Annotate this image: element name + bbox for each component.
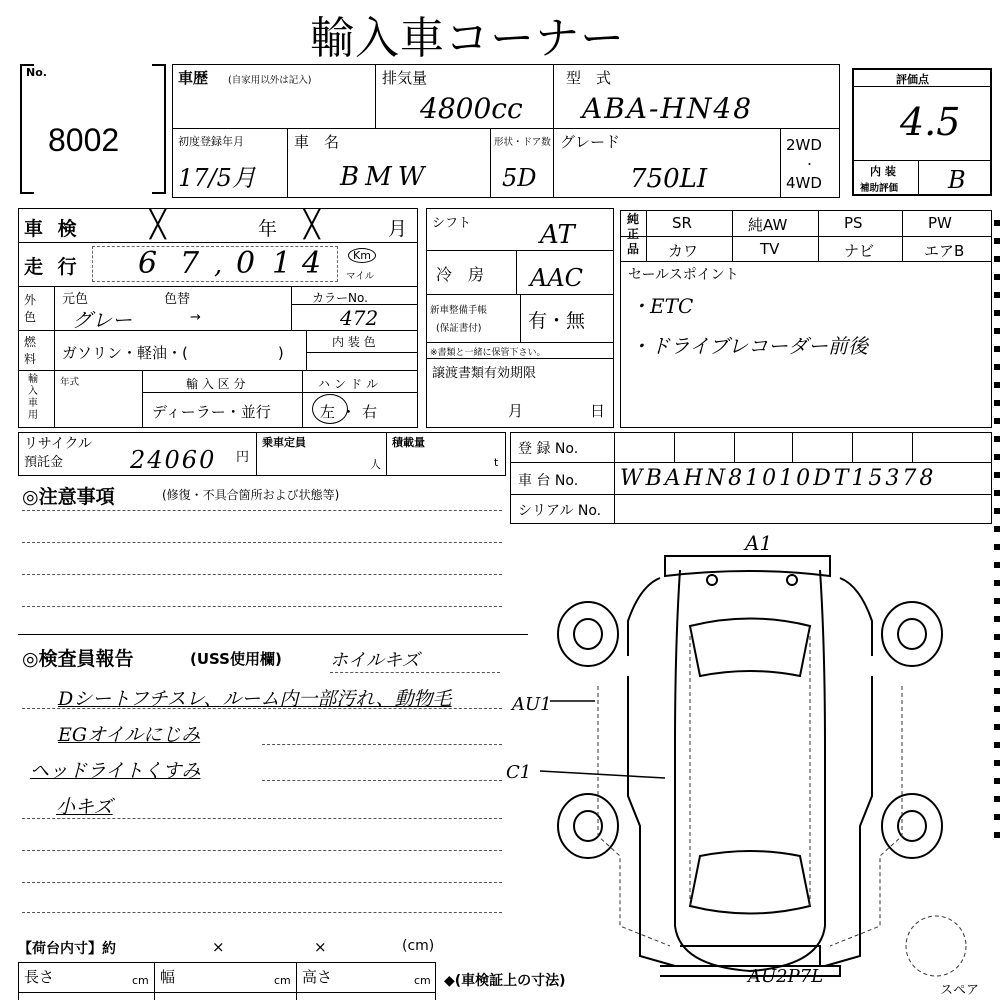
genuine-ps: PS (844, 214, 863, 232)
score-value: 4.5 (900, 100, 961, 144)
dims-box (18, 962, 436, 1000)
history-note: (自家用以外は記入) (228, 75, 312, 86)
recycle-label2: 預託金 (24, 455, 64, 470)
transfer-label: 譲渡書類有効期限 (432, 366, 537, 381)
transfer-month: 月 (508, 402, 524, 420)
fuel-label: 燃料 (24, 335, 37, 366)
model-value: ABA-HN48 (582, 92, 754, 125)
genuine-aw: 純AW (748, 216, 788, 234)
sales-point-2: ・ドライブレコーダー前後 (630, 334, 868, 358)
mileage-d1: 6 (138, 246, 158, 281)
dims-height: 高さ (302, 968, 333, 986)
capacity-unit: 人 (370, 458, 381, 471)
reg-no-label: 登 録 No. (518, 441, 579, 457)
notes-sub: (修復・不具合箇所および状態等) (162, 488, 340, 502)
model-label: 型 式 (566, 69, 612, 87)
serial-label: シリアル No. (518, 503, 602, 519)
mark-a1: A1 (745, 531, 773, 555)
color-arrow: → (190, 310, 201, 325)
drive-sep: ・ (804, 158, 815, 171)
import-type-label: 輸 入 区 分 (186, 377, 246, 391)
ac-label: 冷 房 (436, 265, 485, 284)
cargo-label: 【荷台内寸】約 (18, 941, 116, 957)
lot-bracket-right (152, 64, 166, 194)
cargo-x2: × (314, 938, 327, 956)
score-label: 評価点 (896, 73, 929, 86)
drive-2wd: 2WD (786, 136, 822, 154)
chassis-label: 車 台 No. (518, 473, 579, 489)
sales-points-label: セールスポイント (628, 267, 739, 283)
mileage-d6: 4 (302, 246, 322, 281)
dims-note: ◆(車検証上の寸法) (444, 973, 566, 989)
recycle-unit: 円 (236, 450, 250, 465)
car-name-label: 車 名 (294, 133, 340, 151)
genuine-airbag: エアB (924, 242, 965, 260)
genuine-tv: TV (760, 240, 780, 258)
inspection-year-label: 年 (258, 218, 278, 240)
color-changed: 色替 (164, 292, 191, 307)
inspector-line-3: ヘッドライトくすみ (30, 760, 201, 782)
history-label: 車歴 (178, 69, 209, 87)
car-name-value: BMW (340, 162, 431, 192)
inspector-line-2: EGオイルにじみ (58, 724, 201, 746)
inspection-month-mark: ╳ (304, 210, 320, 240)
handle-left-circle (312, 394, 348, 424)
mileage-d3: , (214, 250, 223, 280)
inspector-label: ◎検査員報告 (22, 648, 134, 670)
notes-label: ◎注意事項 (22, 486, 115, 508)
maintenance-label2: (保証書付) (436, 323, 482, 334)
lot-bracket-left (20, 64, 34, 194)
car-diagram (500, 526, 1000, 1000)
genuine-sr: SR (672, 214, 692, 232)
color-orig: 元色 (62, 292, 89, 307)
dims-length: 長さ (24, 968, 55, 986)
inspector-line-1: Dシートフチスレ、ルーム内一部汚れ、動物毛 (58, 688, 452, 710)
chassis-value: WBAHN81010DT15378 (620, 466, 937, 491)
inspection-year-mark: ╳ (150, 210, 166, 240)
mark-au1: AU1 (512, 694, 552, 715)
recycle-label1: リサイクル (24, 436, 93, 452)
dims-width-cm: cm (274, 974, 291, 987)
maintenance-note: ※書類と一緒に保管下さい。 (430, 348, 546, 358)
cargo-unit: (cm) (402, 938, 435, 954)
genuine-pw: PW (928, 214, 952, 232)
dims-length-cm: cm (132, 974, 149, 987)
first-reg-label: 初度登録年月 (178, 135, 244, 148)
import-type-value: ディーラー・並行 (152, 403, 271, 421)
shape-value: 5D (502, 164, 537, 192)
mileage-unit-km: Km (348, 248, 376, 263)
fuel-value: ガソリン・軽油・( ) (62, 344, 284, 362)
displacement-label: 排気量 (382, 69, 428, 87)
inspection-month-label: 月 (388, 218, 408, 240)
shift-value: AT (540, 220, 575, 250)
mark-au2p7l: AU2P7L (748, 966, 824, 987)
cargo-x1: × (212, 938, 225, 956)
shift-label: シフト (432, 216, 472, 231)
grade-label: グレード (560, 133, 621, 151)
inspector-sub: (USS使用欄) (190, 650, 282, 668)
lot-no-label: No. (26, 66, 47, 79)
grade-value: 750LI (630, 164, 708, 194)
recycle-value: 24060 (130, 446, 217, 474)
first-reg-value: 17/5月 (178, 164, 256, 192)
mileage-d2: 7 (180, 246, 200, 281)
shape-label: 形状・ドア数 (494, 137, 551, 148)
handle-value: 左・右 (320, 403, 384, 421)
genuine-leather: カワ (668, 242, 699, 260)
interior-value: B (948, 166, 966, 194)
interior-label: 内 装 (870, 165, 896, 178)
right-margin-edge (994, 220, 1000, 840)
load-label: 積載量 (392, 436, 425, 449)
sales-point-1: ・ETC (630, 294, 694, 318)
mileage-unit-mile: マイル (346, 271, 375, 282)
handle-label: ハンドル (318, 377, 383, 391)
genuine-navi: ナビ (844, 242, 875, 260)
maintenance-label1: 新車整備手帳 (430, 305, 488, 316)
spare-label: スペア (940, 983, 980, 998)
maintenance-value: 有・無 (528, 310, 586, 332)
mileage-d4: 0 (236, 246, 256, 281)
genuine-label: 純正品 (627, 212, 640, 256)
ac-value: AAC (530, 264, 584, 292)
color-value: グレー (72, 308, 132, 332)
color-no-value: 472 (340, 306, 379, 330)
import-year-label: 年式 (60, 377, 80, 388)
interior-sub: 補助評価 (860, 183, 899, 194)
mark-c1: C1 (506, 762, 532, 783)
dims-width: 幅 (160, 968, 176, 986)
page-title: 輸入車コーナー (310, 13, 625, 64)
inspector-line-4: 小キズ (56, 796, 113, 818)
drive-4wd: 4WD (786, 174, 822, 192)
exterior-color-label: 外色 (24, 293, 37, 324)
load-unit: t (494, 456, 499, 469)
color-no-label: カラーNo. (312, 291, 368, 305)
import-label: 輸入車用 (28, 374, 38, 421)
interior-color-label: 内 装 色 (332, 335, 376, 349)
mileage-label: 走 行 (24, 256, 81, 278)
transfer-day: 日 (590, 402, 606, 420)
displacement-value: 4800cc (420, 92, 523, 125)
capacity-label: 乗車定員 (262, 436, 306, 449)
dims-height-cm: cm (414, 974, 431, 987)
lot-number: 8002 (48, 122, 120, 158)
mileage-d5: 1 (272, 246, 292, 281)
inspector-head-note: ホイルキズ (330, 650, 420, 671)
inspection-label: 車 検 (24, 218, 81, 240)
